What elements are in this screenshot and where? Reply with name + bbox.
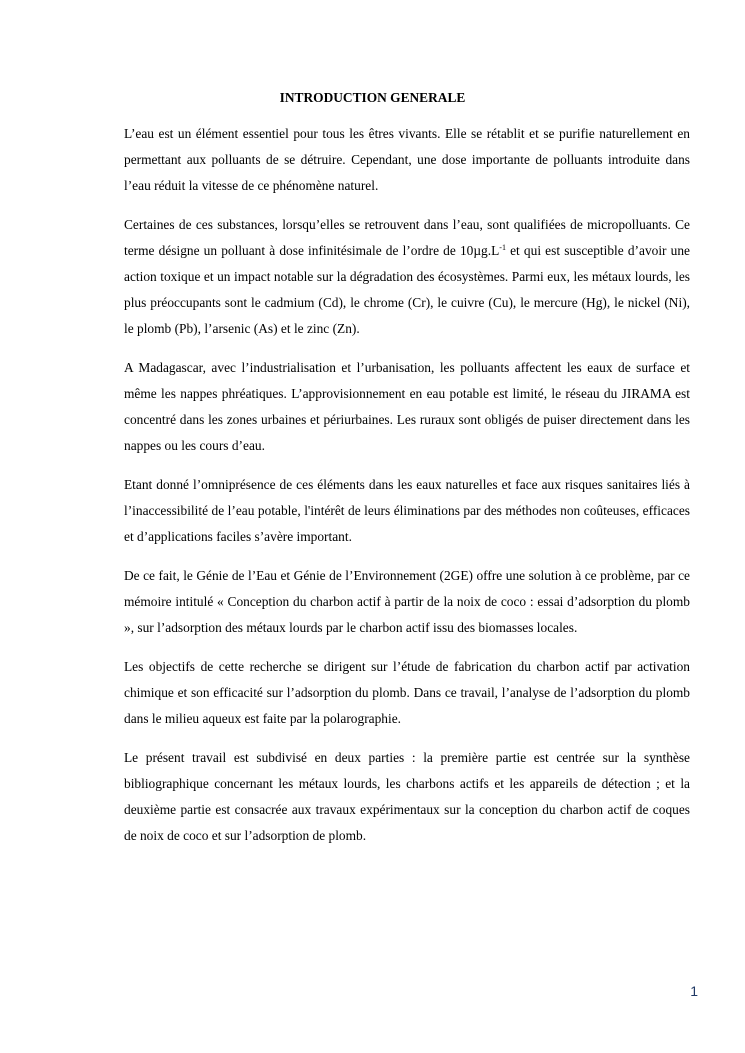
paragraph-6: Les objectifs de cette recherche se dirigent sur l’étude de fabrication du charbon actif par activation chimique et son efficacité sur l’adsorption du plomb. Dans ce travail, l’analyse de l’adsorption du plomb dans le milieu aqueux est faite par la polarographie. xyxy=(124,659,690,726)
paragraph-2 xyxy=(124,212,690,342)
paragraph-3: A Madagascar, avec l’industrialisation et l’urbanisation, les polluants affectent les eaux de surface et même les nappes phréatiques. L’approvisionnement en eau potable est limité, le réseau du JIRAMA est concentré dans les zones urbaines et périurbaines. Les ruraux sont obligés de puiser directement dans les nappes ou les cours d’eau. xyxy=(124,360,690,453)
paragraph-1: L’eau est un élément essentiel pour tous les êtres vivants. Elle se rétablit et se purifie naturellement en permettant aux polluants de se détruire. Cependant, une dose importante de polluants introduite dans l’eau réduit la vitesse de ce phénomène naturel. xyxy=(124,126,690,193)
paragraph-2-text-before: Certaines de ces substances, lorsqu’elles se retrouvent dans l’eau, sont qualifiées de micropolluants. Ce terme désigne un polluant à dose infinitésimale de l’ordre de 10µg.L xyxy=(124,217,690,258)
unit-exponent: -1 xyxy=(499,243,506,252)
paragraph-7: Le présent travail est subdivisé en deux parties : la première partie est centrée sur la synthèse bibliographique concernant les métaux lourds, les charbons actifs et les appareils de détection ; et la deuxième partie est consacrée aux travaux expérimentaux sur la conception du charbon actif de coques de noix de coco et sur l’adsorption de plomb. xyxy=(124,750,690,843)
page-number: 1 xyxy=(690,983,698,999)
paragraph-4: Etant donné l’omniprésence de ces éléments dans les eaux naturelles et face aux risques sanitaires liés à l’inaccessibilité de l’eau potable, l'intérêt de leurs éliminations par des méthodes non coûteuses, efficaces et d’applications faciles s’avère important. xyxy=(124,477,690,544)
document-body xyxy=(124,121,690,862)
paragraph-5: De ce fait, le Génie de l’Eau et Génie de l’Environnement (2GE) offre une solution à ce problème, par ce mémoire intitulé « Conception du charbon actif à partir de la noix de coco : essai d’adsorption du plomb », sur l’adsorption des métaux lourds par le charbon actif issu des biomasses locales. xyxy=(124,568,690,635)
paragraph-2-text-after: et qui est susceptible d’avoir une action toxique et un impact notable sur la dégradation des écosystèmes. Parmi eux, les métaux lourds, les plus préoccupants sont le cadmium (Cd), le chrome (Cr), le cuivre (Cu), le mercure (Hg), le nickel (Ni), le plomb (Pb), l’arsenic (As) et le zinc (Zn). xyxy=(124,243,690,336)
page-title: INTRODUCTION GENERALE xyxy=(279,90,466,105)
